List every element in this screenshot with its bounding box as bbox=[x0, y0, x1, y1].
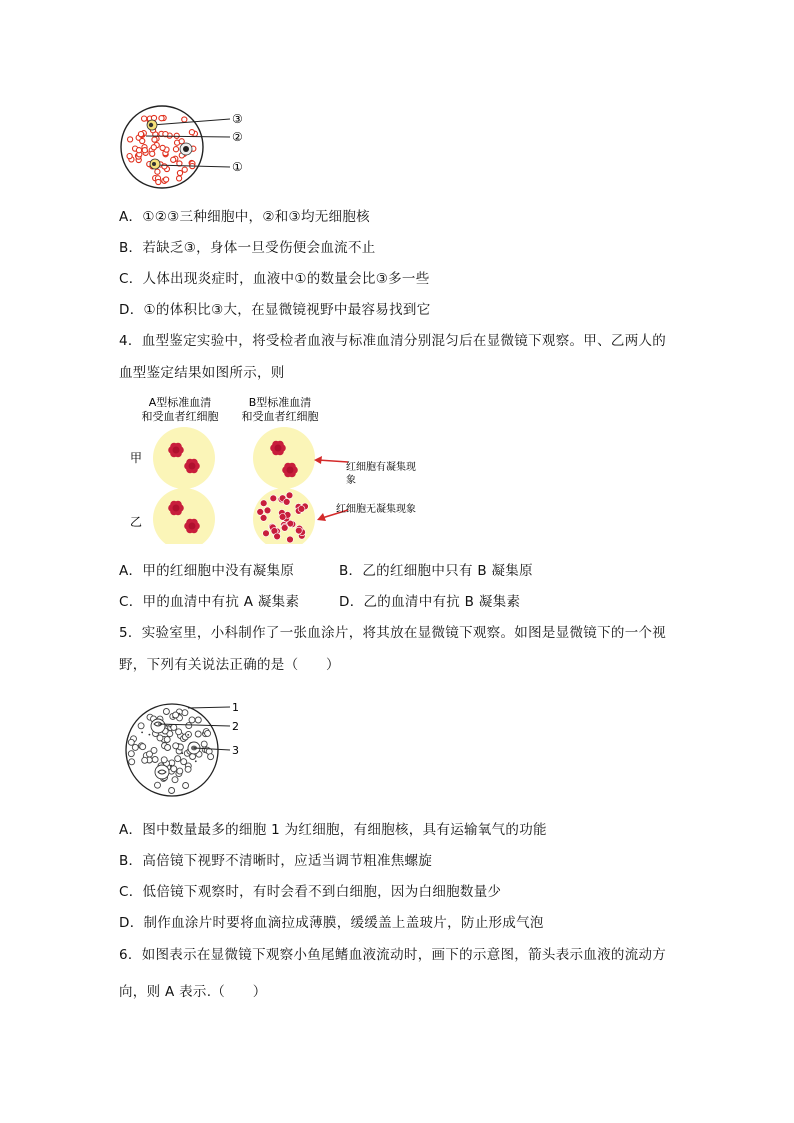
red-blood-cell bbox=[161, 757, 167, 763]
red-blood-cell bbox=[127, 154, 132, 159]
red-blood-cell bbox=[164, 737, 170, 743]
dispersed-red-cell bbox=[295, 527, 302, 534]
red-blood-cell bbox=[189, 130, 194, 135]
q4-option-d: D．乙的血清中有抗 B 凝集素 bbox=[339, 594, 521, 610]
platelet bbox=[170, 765, 172, 767]
red-blood-cell bbox=[138, 723, 144, 729]
red-blood-cell bbox=[142, 757, 148, 763]
red-blood-cell bbox=[177, 176, 182, 181]
q5-option-d: D．制作血涂片时要将血滴拉成薄膜，缓缓盖上盖玻片，防止形成气泡 bbox=[119, 915, 544, 931]
red-blood-cell bbox=[208, 754, 214, 760]
red-blood-cell bbox=[128, 739, 134, 745]
q4-blood-type-figure bbox=[118, 394, 428, 544]
q4-stem-line1: 4．血型鉴定实验中，将受检者血液与标准血清分别混匀后在显微镜下观察。甲、乙两人的 bbox=[119, 333, 667, 349]
q5-label-3: 3 bbox=[232, 744, 239, 757]
q6-stem-line2: 向，则 A 表示.（ ） bbox=[119, 984, 267, 1000]
platelet bbox=[169, 726, 171, 728]
red-blood-cell bbox=[138, 132, 143, 137]
red-blood-cell bbox=[128, 137, 133, 142]
q5-stem-line2: 野，下列有关说法正确的是（ ） bbox=[119, 657, 340, 673]
q4-option-b: B．乙的红细胞中只有 B 凝集原 bbox=[339, 563, 533, 579]
platelet bbox=[181, 752, 183, 754]
red-blood-cell bbox=[132, 744, 138, 750]
platelet bbox=[166, 725, 168, 727]
q3-label-3: ③ bbox=[232, 112, 243, 126]
red-blood-cell bbox=[177, 170, 182, 175]
q6-stem-line1: 6．如图表示在显微镜下观察小鱼尾鳍血液流动时，画下的示意图，箭头表示血液的流动方 bbox=[119, 947, 667, 963]
q4-col-a-line2: 和受血者红细胞 bbox=[141, 410, 219, 423]
red-blood-cell bbox=[182, 710, 188, 716]
red-blood-cell bbox=[155, 169, 160, 174]
red-blood-cell bbox=[177, 768, 183, 774]
red-blood-cell bbox=[160, 145, 165, 150]
q4-col-b-line1: B型标准血清 bbox=[248, 396, 312, 409]
red-blood-cell bbox=[171, 766, 177, 772]
q3-option-c: C．人体出现炎症时，血液中①的数量会比③多一些 bbox=[119, 271, 430, 287]
dispersed-red-cell bbox=[287, 536, 294, 543]
q5-stem-line1: 5．实验室里，小科制作了一张血涂片，将其放在显微镜下观察。如图是显微镜下的一个视 bbox=[119, 625, 667, 641]
red-blood-cell bbox=[174, 133, 179, 138]
q4-option-c: C．甲的血清中有抗 A 凝集素 bbox=[119, 594, 300, 610]
red-blood-cell bbox=[171, 157, 176, 162]
red-blood-cell bbox=[140, 744, 146, 750]
red-blood-cell bbox=[142, 148, 147, 153]
red-blood-cell bbox=[164, 177, 169, 182]
red-blood-cell bbox=[182, 167, 187, 172]
q3-label-2: ② bbox=[232, 130, 243, 144]
red-blood-cell bbox=[185, 766, 191, 772]
dispersed-red-cell bbox=[257, 509, 264, 516]
red-blood-cell bbox=[195, 731, 201, 737]
q4-note-agglutination: 红细胞有凝集现 bbox=[346, 462, 416, 473]
red-blood-cell bbox=[136, 148, 141, 153]
red-blood-cell bbox=[128, 751, 134, 757]
q3-option-a: A．①②③三种细胞中，②和③均无细胞核 bbox=[119, 209, 370, 225]
platelet bbox=[172, 717, 174, 719]
q5-microscope-field-figure bbox=[118, 694, 258, 804]
dispersed-red-cell bbox=[279, 514, 286, 521]
red-blood-cell bbox=[175, 756, 181, 762]
q5-option-c: C．低倍镜下观察时，有时会看不到白细胞，因为白细胞数量少 bbox=[119, 884, 502, 900]
q3-option-b: B．若缺乏③，身体一旦受伤便会血流不止 bbox=[119, 240, 376, 256]
red-blood-cell bbox=[151, 747, 157, 753]
q4-row-yi: 乙 bbox=[130, 515, 143, 529]
red-blood-cell bbox=[181, 759, 187, 765]
red-blood-cell bbox=[163, 709, 169, 715]
red-blood-cell bbox=[162, 164, 167, 169]
dispersed-red-cell bbox=[274, 533, 281, 540]
red-blood-cell bbox=[173, 743, 179, 749]
q4-note-no-agglutination: 红细胞无凝集现象 bbox=[336, 504, 416, 515]
dispersed-red-cell bbox=[263, 530, 270, 537]
red-blood-cell bbox=[186, 723, 192, 729]
red-blood-cell bbox=[151, 145, 156, 150]
dispersed-red-cell bbox=[298, 506, 305, 513]
q5-label-1: 1 bbox=[232, 701, 239, 714]
dispersed-red-cell bbox=[260, 515, 267, 522]
dispersed-red-cell bbox=[264, 507, 271, 514]
dispersed-red-cell bbox=[281, 525, 288, 532]
red-blood-cell bbox=[159, 116, 164, 121]
red-blood-cell bbox=[129, 759, 135, 765]
red-blood-cell bbox=[205, 730, 211, 736]
red-blood-cell bbox=[155, 782, 161, 788]
red-blood-cell bbox=[152, 137, 157, 142]
platelet bbox=[195, 760, 197, 762]
q4-stem-line2: 血型鉴定结果如图所示，则 bbox=[119, 365, 285, 381]
red-blood-cell bbox=[173, 147, 178, 152]
red-blood-cell bbox=[172, 777, 178, 783]
red-blood-cell bbox=[152, 757, 158, 763]
dispersed-red-cell bbox=[286, 492, 293, 499]
red-blood-cell bbox=[150, 151, 155, 156]
red-blood-cell bbox=[156, 179, 161, 184]
red-blood-cell bbox=[171, 724, 177, 730]
red-blood-cell bbox=[140, 138, 145, 143]
dispersed-red-cell bbox=[260, 500, 267, 507]
q4-col-b-line2: 和受血者红细胞 bbox=[241, 410, 319, 423]
dispersed-red-cell bbox=[270, 495, 277, 502]
dispersed-red-cell bbox=[283, 499, 290, 506]
q3-blood-smear-figure bbox=[118, 103, 278, 191]
q5-label-2: 2 bbox=[232, 720, 239, 733]
q3-option-d: D．①的体积比③大，在显微镜视野中最容易找到它 bbox=[119, 302, 431, 318]
q4-option-a: A．甲的红细胞中没有凝集原 bbox=[119, 563, 295, 579]
q3-label-1: ① bbox=[232, 160, 243, 174]
q5-option-a: A．图中数量最多的细胞 1 为红细胞，有细胞核，具有运输氧气的功能 bbox=[119, 822, 547, 838]
red-blood-cell bbox=[182, 117, 187, 122]
platelet bbox=[179, 713, 181, 715]
red-blood-cell bbox=[142, 116, 147, 121]
q5-option-b: B．高倍镜下视野不清晰时，应适当调节粗准焦螺旋 bbox=[119, 853, 433, 869]
red-blood-cell bbox=[165, 745, 171, 751]
red-blood-cell bbox=[169, 788, 175, 794]
platelet bbox=[187, 734, 189, 736]
platelet bbox=[149, 734, 151, 736]
q4-note-agglutination-cont: 象 bbox=[346, 475, 356, 486]
red-blood-cell bbox=[201, 741, 207, 747]
platelet bbox=[141, 732, 143, 734]
red-blood-cell bbox=[195, 717, 201, 723]
red-blood-cell bbox=[189, 717, 195, 723]
red-blood-cell bbox=[183, 783, 189, 789]
red-blood-cell bbox=[176, 729, 182, 735]
q4-row-jia: 甲 bbox=[130, 451, 143, 465]
q4-col-a-line1: A型标准血清 bbox=[148, 396, 212, 409]
